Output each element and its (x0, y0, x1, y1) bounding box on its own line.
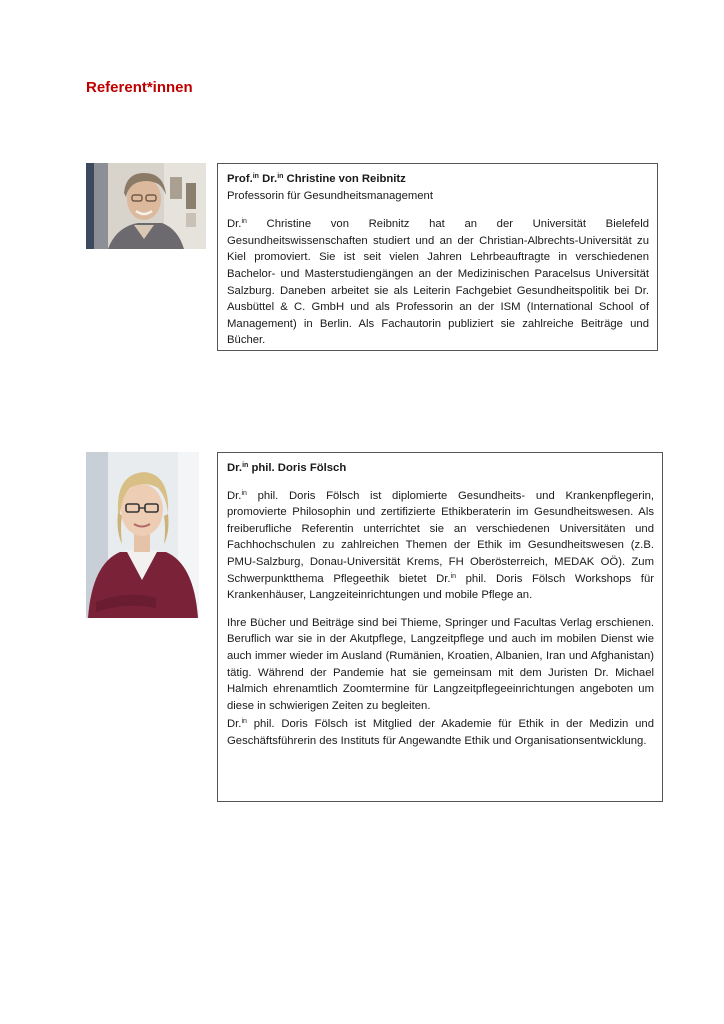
bio-title-prefix: Dr. (227, 489, 242, 502)
name-title-prefix: Dr. (258, 173, 278, 185)
name-title-prefix: Prof. (227, 173, 253, 185)
bio-body: phil. Doris Fölsch ist diplomierte Gesundheits- und Krankenpflegerin, promovierte Philosophin und zertifizierte Ethikberaterin im Gesundheitswesen. Als freiberufliche Referentin unterrichtet sie an verschiedenen Universitäten und Fachhochschulen zu zahlreichen Themen der Ethik im Gesundheitswesen (z.B. PMU-Salzburg, Donau-Universität Krems, FH Oberösterreich, MEDAK OÖ). Zum Schwerpunktthema Pflegeethik bietet Dr. (227, 489, 654, 585)
speaker-bio-text (227, 216, 649, 349)
name-text: Christine von Reibnitz (283, 173, 406, 185)
speaker-bio-box-foelsch (217, 452, 663, 802)
bio-title-suffix: in (241, 218, 247, 226)
name-title-suffix: in (242, 462, 249, 469)
bio-body: phil. Doris Fölsch ist Mitglied der Akademie für Ethik in der Medizin und Geschäftsführerin des Instituts für Angewandte Ethik und Organisationsentwicklung. (227, 718, 654, 747)
speaker-name (227, 460, 654, 477)
name-title-prefix: Dr. (227, 462, 243, 474)
bio-body: Christine von Reibnitz hat an der Universität Bielefeld Gesundheitswissenschaften studiert und an der Christian-Albrechts-Universität zu Kiel promoviert. Sie ist seit vielen Jahren Lehrbeauftragte in verschiedenen Bachelor- und Masterstudiengängen an der Medizinischen Paracelsus Universität Salzburg. Daneben arbeitet sie als Leiterin Fachgebiet Gesundheitspolitik bei Dr. Ausbüttel & C. GmbH und als Professorin an der ISM (International School of Management) in Berlin. Als Fachautorin publiziert sie zahlreiche Beiträge und Bücher. (227, 218, 649, 347)
speaker-role: Professorin für Gesundheitsmanagement (227, 189, 433, 202)
speaker-bio-box-reibnitz (217, 163, 658, 351)
speaker-bio-paragraph-3 (227, 716, 654, 749)
page-title: Referent*innen (86, 79, 193, 96)
speaker-bio-paragraph-2: Ihre Bücher und Beiträge sind bei Thieme, Springer und Facultas Verlag erschienen. Beruflich war sie in der Akutpflege, Langzeitpflege und auch im mobilen Dienst wie auch immer wieder im Ausland (Rumänien, Kroatien, Albanien, Iran und Afghanistan) tätig. Während der Pandemie hat sie gemeinsam mit dem Juristen Dr. Michael Halmich ehrenamtlich Zoomtermine für Langzeitpflegeeinrichtungen angeboten um diese in schwierigen Zeiten zu begleiten. (227, 616, 654, 712)
name-title-suffix: in (252, 173, 259, 180)
bio-body: phil. Doris Fölsch Workshops für Krankenhäuser, Langzeiteinrichtungen und mobile Pflege an. (227, 572, 654, 602)
bio-title-suffix: in (241, 489, 247, 497)
speaker-name (227, 171, 649, 188)
portrait-photo-christine-von-reibnitz (86, 163, 206, 249)
bio-title-prefix: Dr. (227, 718, 242, 731)
name-text: phil. Doris Fölsch (248, 462, 347, 474)
name-title-suffix: in (277, 173, 284, 180)
speaker-bio-paragraph-1 (227, 488, 654, 604)
bio-title-suffix: in (450, 572, 457, 580)
bio-title-prefix: Dr. (227, 218, 242, 231)
bio-title-suffix: in (241, 718, 247, 726)
portrait-photo-doris-foelsch (86, 452, 199, 618)
